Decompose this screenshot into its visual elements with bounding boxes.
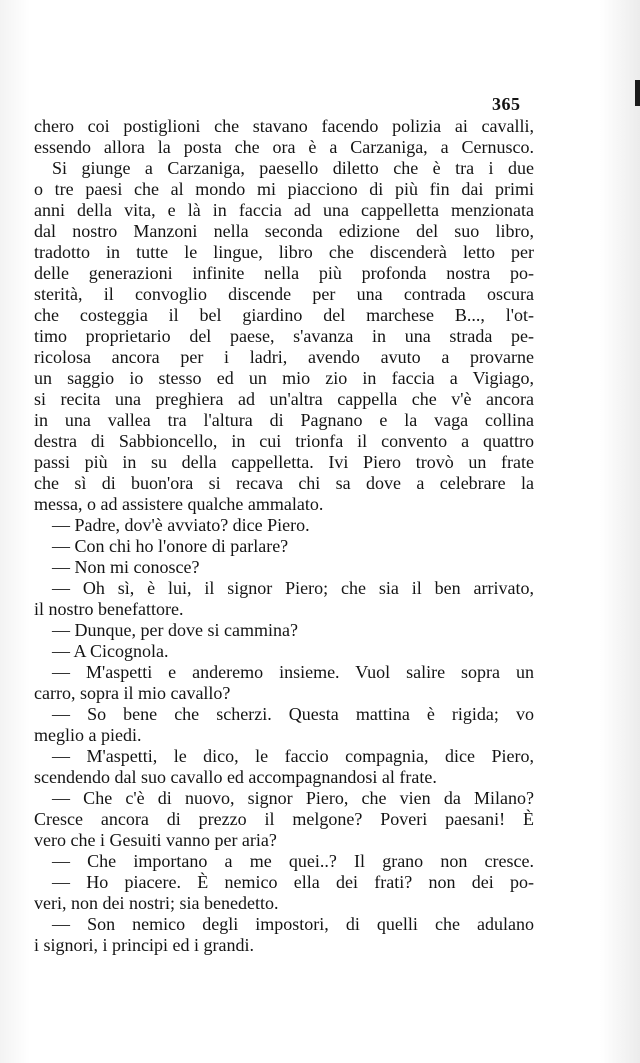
text-line: messa, o ad assistere qualche ammalato. <box>34 494 324 514</box>
text-line: — M'aspetti, le dico, le faccio compagnia, dice Piero, <box>52 746 534 766</box>
text-line: essendo allora la posta che ora è a Carzaniga, a Cernusco. <box>34 137 534 157</box>
text-line: o tre paesi che al mondo mi piacciono di più fin dai primi <box>34 179 534 199</box>
text-line: si recita una preghiera ad un'altra cappella che v'è ancora <box>34 389 534 409</box>
text-line: scendendo dal suo cavallo ed accompagnandosi al frate. <box>34 767 437 787</box>
text-line: — Oh sì, è lui, il signor Piero; che sia il ben arrivato, <box>52 578 534 598</box>
text-line: — Con chi ho l'onore di parlare? <box>52 536 289 556</box>
body-text <box>34 116 534 956</box>
text-line: meglio a piedi. <box>34 725 142 745</box>
text-line: timo proprietario del paese, s'avanza in una strada pe- <box>34 326 534 346</box>
text-line: sterità, il convoglio discende per una contrada oscura <box>34 284 534 304</box>
text-line: che sì di buon'ora si recava chi sa dove a celebrare la <box>34 473 534 493</box>
text-line: Cresce ancora di prezzo il melgone? Poveri paesani! È <box>34 809 534 829</box>
text-line: chero coi postiglioni che stavano facendo polizia ai cavalli, <box>34 116 534 136</box>
text-line: che costeggia il bel giardino del marchese B..., l'ot- <box>34 305 534 325</box>
text-line: veri, non dei nostri; sia benedetto. <box>34 893 279 913</box>
text-line: — A Cicognola. <box>52 641 169 661</box>
text-line: Si giunge a Carzaniga, paesello diletto che è tra i due <box>52 158 534 178</box>
text-line: ricolosa ancora per i ladri, avendo avuto a provarne <box>34 347 534 367</box>
text-line: il nostro benefattore. <box>34 599 184 619</box>
text-line: destra di Sabbioncello, in cui trionfa il convento a quattro <box>34 431 534 451</box>
text-line: i signori, i principi ed i grandi. <box>34 935 254 955</box>
text-line: — Padre, dov'è avviato? dice Piero. <box>52 515 310 535</box>
page-number: 365 <box>492 94 521 114</box>
text-line: — Son nemico degli impostori, di quelli che adulano <box>52 914 534 934</box>
text-line: — Che importano a me quei..? Il grano non cresce. <box>52 851 534 871</box>
text-line: — Che c'è di nuovo, signor Piero, che vien da Milano? <box>52 788 534 808</box>
text-line: passi più in su della cappelletta. Ivi Piero trovò un frate <box>34 452 534 472</box>
text-line: — M'aspetti e anderemo insieme. Vuol salire sopra un <box>52 662 534 682</box>
text-line: anni della vita, e là in faccia ad una cappelletta menzionata <box>34 200 534 220</box>
text-line: in una vallea tra l'altura di Pagnano e la vaga collina <box>34 410 534 430</box>
text-line: carro, sopra il mio cavallo? <box>34 683 231 703</box>
text-line: — Non mi conosce? <box>52 557 200 577</box>
text-line: vero che i Gesuiti vanno per aria? <box>34 830 277 850</box>
text-line: — So bene che scherzi. Questa mattina è rigida; vo <box>52 704 534 724</box>
text-line: delle generazioni infinite nella più profonda nostra po- <box>34 263 534 283</box>
text-line: un saggio io stesso ed un mio zio in faccia a Vigiago, <box>34 368 534 388</box>
text-line: — Ho piacere. È nemico ella dei frati? non dei po- <box>52 872 534 892</box>
text-line: dal nostro Manzoni nella seconda edizione del suo libro, <box>34 221 534 241</box>
text-line: — Dunque, per dove si cammina? <box>52 620 298 640</box>
page-edge-mark <box>635 80 640 106</box>
text-line: tradotto in tutte le lingue, libro che discenderà letto per <box>34 242 534 262</box>
